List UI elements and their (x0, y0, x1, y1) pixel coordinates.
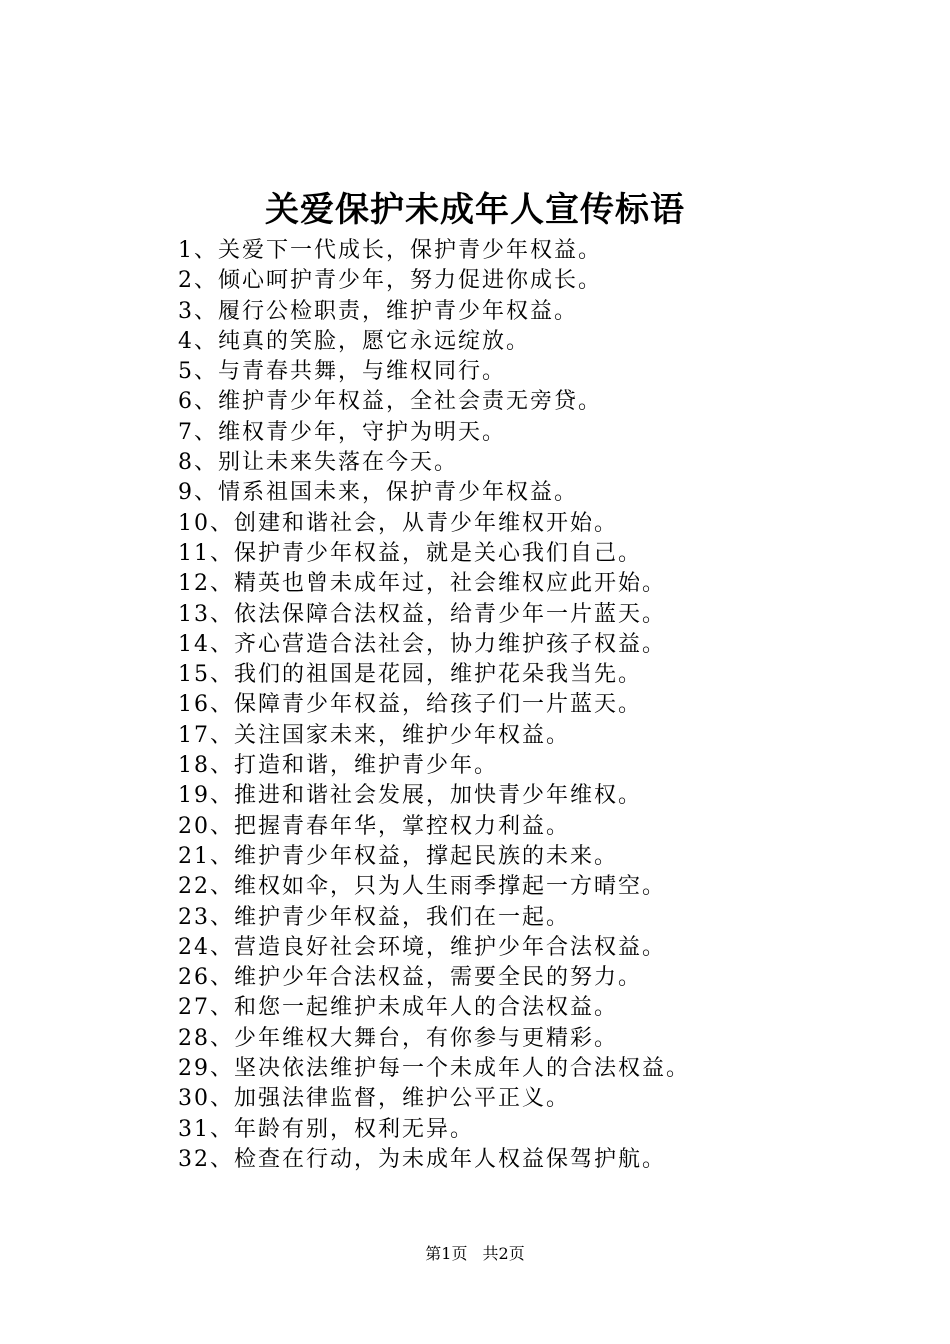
slogan-item: 20、把握青春年华，掌控权力利益。 (178, 813, 570, 839)
slogan-item: 23、维护青少年权益，我们在一起。 (178, 904, 570, 930)
slogan-item: 15、我们的祖国是花园，维护花朵我当先。 (178, 662, 642, 688)
slogan-item: 3、履行公检职责，维护青少年权益。 (178, 298, 578, 324)
slogan-item: 17、关注国家未来，维护少年权益。 (178, 722, 570, 748)
slogan-item: 12、精英也曾未成年过，社会维权应此开始。 (178, 571, 666, 597)
slogan-item: 7、维权青少年，守护为明天。 (178, 419, 506, 445)
slogan-item: 18、打造和谐，维护青少年。 (178, 753, 498, 779)
slogan-item: 31、年龄有别，权利无异。 (178, 1116, 474, 1142)
slogan-item: 28、少年维权大舞台，有你参与更精彩。 (178, 1025, 618, 1051)
page-number-current: 第1页 (425, 1244, 468, 1263)
slogan-item: 32、检查在行动，为未成年人权益保驾护航。 (178, 1146, 666, 1172)
slogan-item: 13、依法保障合法权益，给青少年一片蓝天。 (178, 601, 666, 627)
slogan-item: 4、纯真的笑脸，愿它永远绽放。 (178, 328, 530, 354)
page-footer (0, 1243, 950, 1265)
slogan-item: 11、保护青少年权益，就是关心我们自己。 (178, 540, 642, 566)
document-title: 关爱保护未成年人宣传标语 (265, 190, 685, 230)
slogan-item: 24、营造良好社会环境，维护少年合法权益。 (178, 934, 666, 960)
slogan-item: 8、别让未来失落在今天。 (178, 450, 458, 476)
slogan-item: 2、倾心呵护青少年，努力促进你成长。 (178, 268, 602, 294)
slogan-item: 22、维权如伞，只为人生雨季撑起一方晴空。 (178, 874, 666, 900)
slogan-item: 29、坚决依法维护每一个未成年人的合法权益。 (178, 1056, 690, 1082)
slogan-list (178, 236, 778, 1175)
slogan-item: 16、保障青少年权益，给孩子们一片蓝天。 (178, 692, 642, 718)
slogan-item: 6、维护青少年权益，全社会责无旁贷。 (178, 389, 602, 415)
slogan-item: 5、与青春共舞，与维权同行。 (178, 359, 506, 385)
slogan-item: 27、和您一起维护未成年人的合法权益。 (178, 995, 618, 1021)
page-number-total: 共2页 (482, 1244, 525, 1263)
slogan-item: 26、维护少年合法权益，需要全民的努力。 (178, 965, 642, 991)
slogan-item: 1、关爱下一代成长，保护青少年权益。 (178, 238, 602, 263)
slogan-item: 30、加强法律监督，维护公平正义。 (178, 1086, 570, 1112)
slogan-item: 21、维护青少年权益，撑起民族的未来。 (178, 843, 618, 869)
slogan-item: 9、情系祖国未来，保护青少年权益。 (178, 480, 578, 506)
slogan-item: 10、创建和谐社会，从青少年维权开始。 (178, 510, 618, 536)
slogan-item: 14、齐心营造合法社会，协力维护孩子权益。 (178, 631, 666, 657)
slogan-item: 19、推进和谐社会发展，加快青少年维权。 (178, 783, 642, 809)
